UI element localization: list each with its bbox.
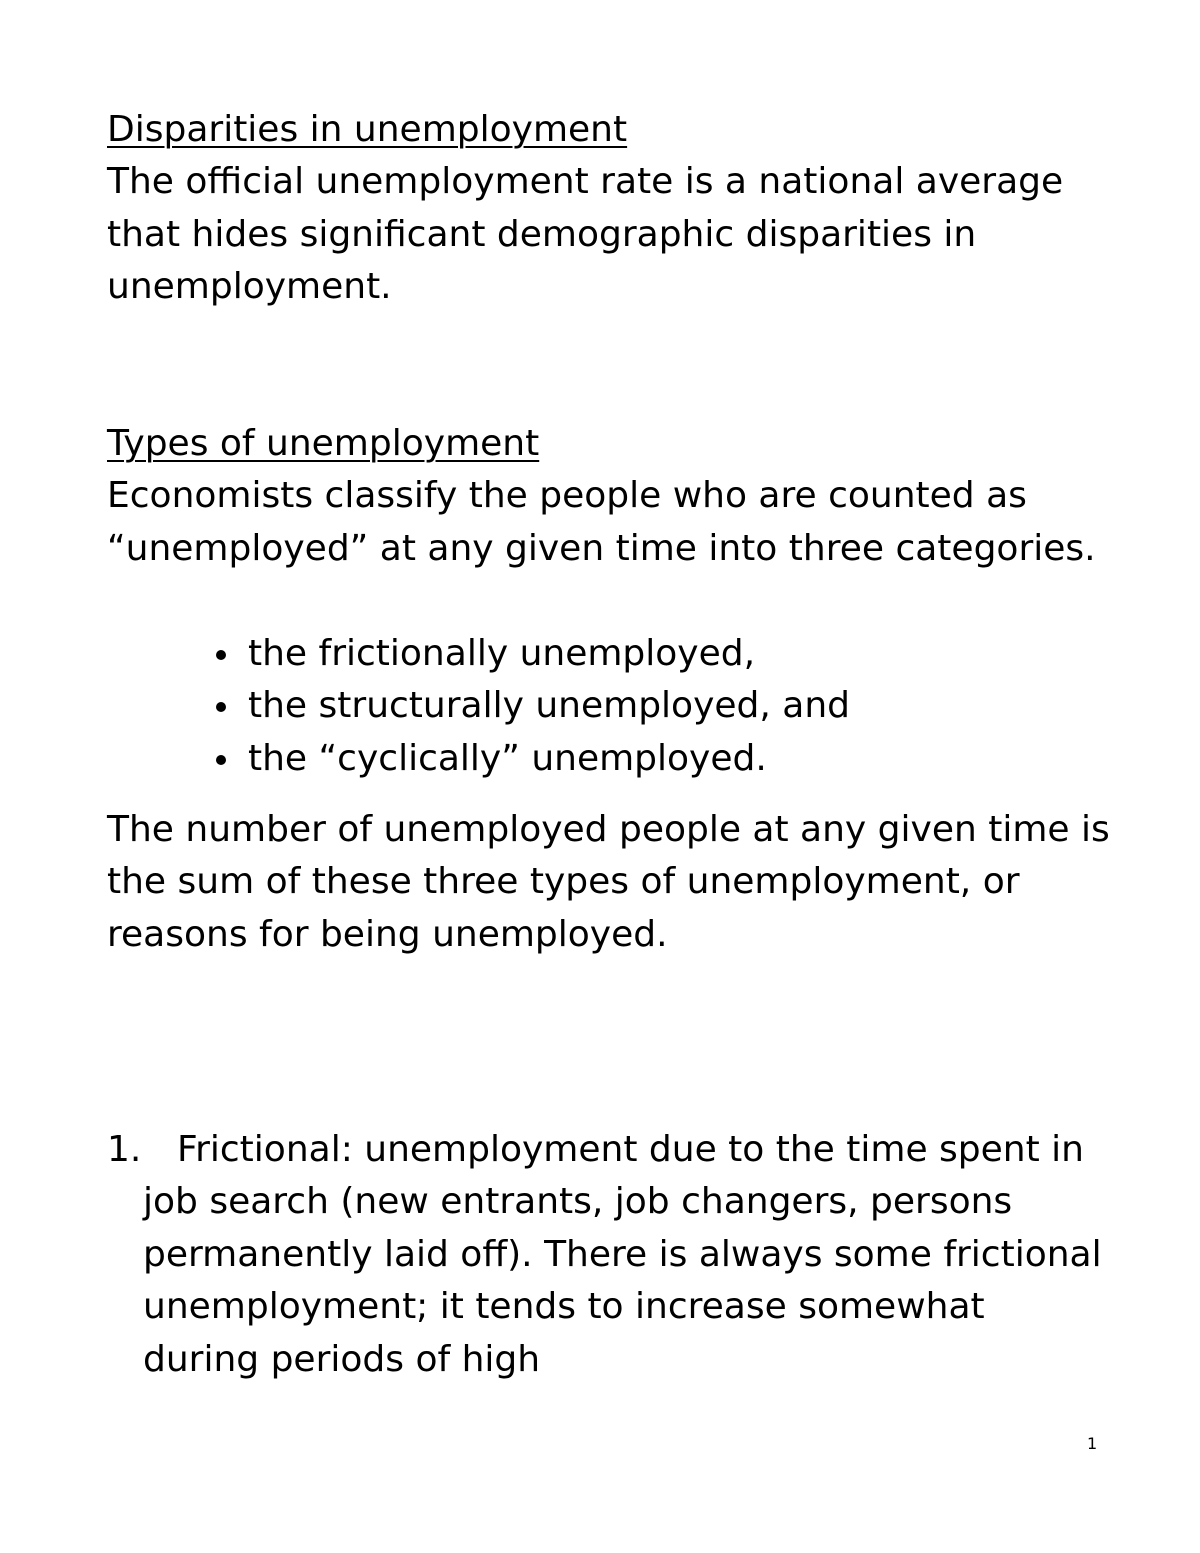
bullet-icon bbox=[216, 755, 226, 765]
list-item bbox=[107, 680, 1117, 732]
numbered-item-text: Frictional: unemployment due to the time spent in job search (new entrants, job changers, persons permanently laid off). There is always some frictional unemployment; it tends to increase somewhat during periods of high bbox=[143, 1129, 1102, 1380]
unemployment-types-list bbox=[107, 628, 1117, 785]
list-item-text: the structurally unemployed, and bbox=[248, 685, 850, 727]
list-item-text: the “cyclically” unemployed. bbox=[248, 737, 767, 779]
list-item bbox=[107, 628, 1117, 680]
section-types bbox=[107, 418, 1117, 575]
bullet-icon bbox=[216, 650, 226, 660]
list-number: 1. bbox=[107, 1129, 142, 1170]
numbered-item-frictional bbox=[107, 1124, 1107, 1386]
section-intro-types: Economists classify the people who are counted as “unemployed” at any given time into three categories. bbox=[107, 475, 1096, 569]
bullet-icon bbox=[216, 702, 226, 712]
section-heading-types: Types of unemployment bbox=[107, 423, 540, 464]
section-conclusion bbox=[107, 804, 1117, 961]
page-number: 1 bbox=[1087, 1434, 1098, 1453]
section-disparities bbox=[107, 104, 1117, 314]
list-item bbox=[107, 733, 1117, 785]
section-body-disparities: The official unemployment rate is a national average that hides significant demographic disparities in unemployment. bbox=[107, 161, 1064, 308]
list-item-text: the frictionally unemployed, bbox=[248, 633, 756, 674]
conclusion-paragraph: The number of unemployed people at any given time is the sum of these three types of unemployment, or reasons for being unemployed. bbox=[107, 809, 1110, 955]
section-heading-disparities: Disparities in unemployment bbox=[107, 109, 628, 150]
